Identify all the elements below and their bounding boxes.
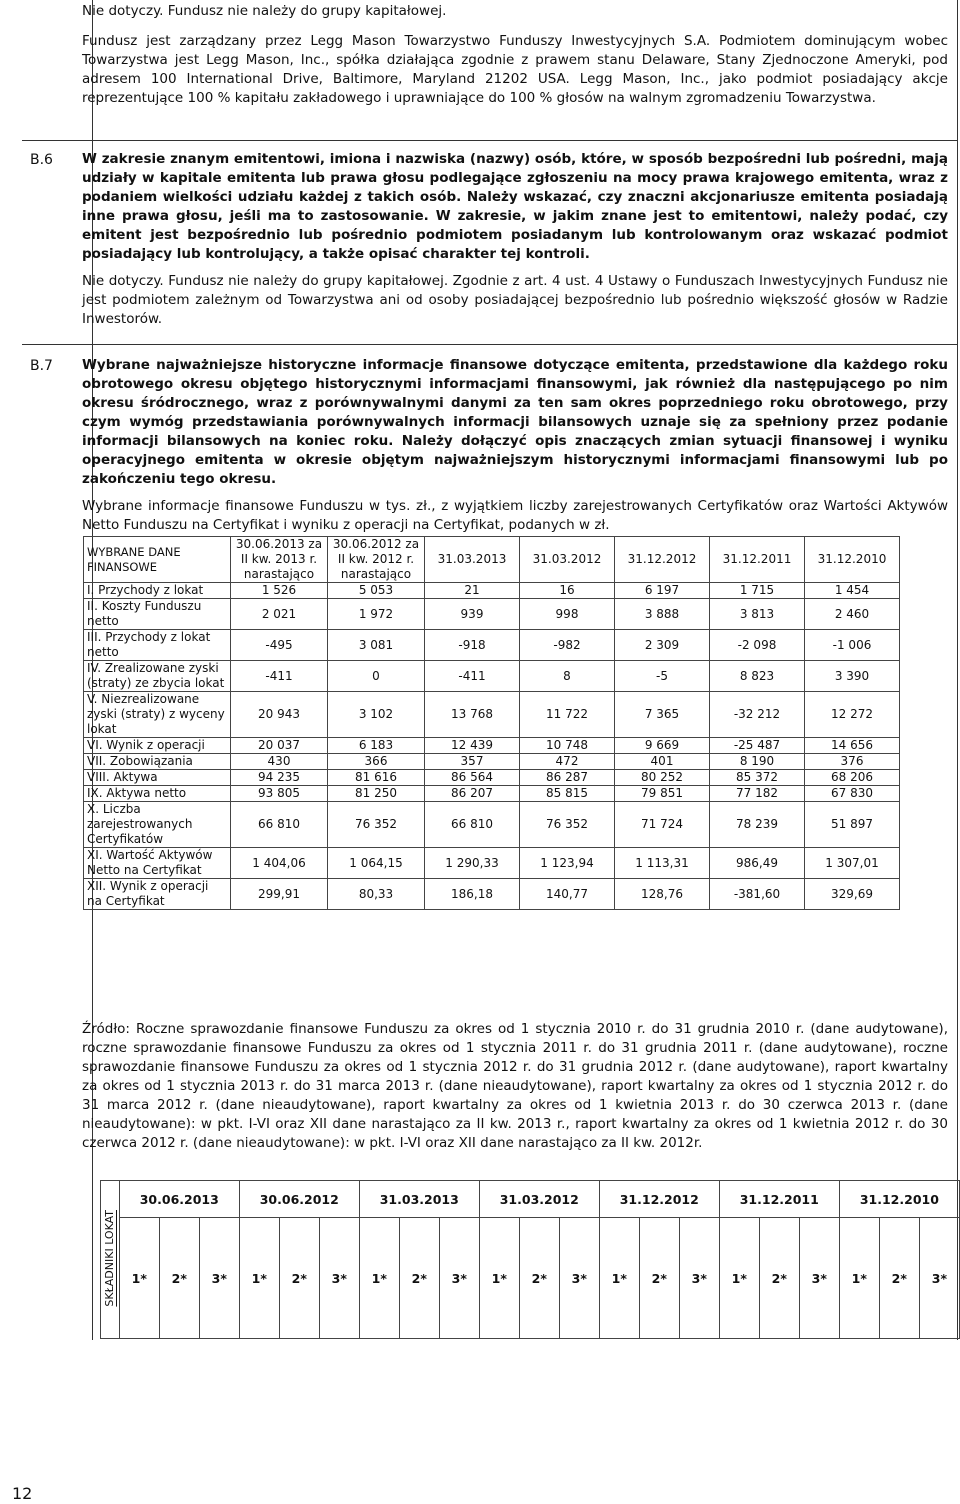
table-cell: 12 439 bbox=[425, 738, 520, 754]
sub-column-marker: 2* bbox=[639, 1218, 679, 1339]
table-cell: 21 bbox=[425, 583, 520, 599]
table-cell: 939 bbox=[425, 599, 520, 630]
table-cell: 80,33 bbox=[328, 879, 425, 910]
row-label: VI. Wynik z operacji bbox=[84, 738, 231, 754]
table-cell: -5 bbox=[615, 661, 710, 692]
sub-column-marker: 1* bbox=[119, 1218, 159, 1339]
table-cell: 85 815 bbox=[520, 786, 615, 802]
column-header: 31.12.2011 bbox=[710, 537, 805, 583]
table-cell: 79 851 bbox=[615, 786, 710, 802]
table-cell: 94 235 bbox=[231, 770, 328, 786]
table-cell: 81 250 bbox=[328, 786, 425, 802]
table-cell: 472 bbox=[520, 754, 615, 770]
table-cell: 86 287 bbox=[520, 770, 615, 786]
date-header: 31.03.2012 bbox=[479, 1181, 599, 1218]
table-cell: -495 bbox=[231, 630, 328, 661]
table-cell: 8 823 bbox=[710, 661, 805, 692]
sub-column-marker: 2* bbox=[759, 1218, 799, 1339]
sub-column-marker: 3* bbox=[799, 1218, 839, 1339]
table-cell: 68 206 bbox=[805, 770, 900, 786]
table-header-row bbox=[84, 537, 900, 583]
table-cell: 986,49 bbox=[710, 848, 805, 879]
table-cell: 76 352 bbox=[520, 802, 615, 848]
row-label: II. Koszty Funduszu netto bbox=[84, 599, 231, 630]
table-cell: 7 365 bbox=[615, 692, 710, 738]
table-row bbox=[84, 770, 900, 786]
sub-column-marker: 1* bbox=[719, 1218, 759, 1339]
table-row bbox=[84, 630, 900, 661]
sub-column-marker: 3* bbox=[319, 1218, 359, 1339]
column-header: 30.06.2013 za II kw. 2013 r. narastająco bbox=[231, 537, 328, 583]
table-cell: 71 724 bbox=[615, 802, 710, 848]
table-cell: -32 212 bbox=[710, 692, 805, 738]
table-cell: 430 bbox=[231, 754, 328, 770]
date-header: 31.03.2013 bbox=[359, 1181, 479, 1218]
row-label: III. Przychody z lokat netto bbox=[84, 630, 231, 661]
table-cell: -982 bbox=[520, 630, 615, 661]
vertical-label: SKŁADNIKI LOKAT bbox=[103, 1209, 117, 1307]
table-cell: 81 616 bbox=[328, 770, 425, 786]
table-row bbox=[84, 802, 900, 848]
table-cell: 1 454 bbox=[805, 583, 900, 599]
b7-requirement: Wybrane najważniejsze historyczne informacje finansowe dotyczące emitenta, przedstawione dla każdego roku obrotowego okresu objętego historycznymi informacjami finansowymi, jak również dla następującego po nim okresu śródrocznego, wraz z porównywalnymi danymi za ten sam okres poprzedniego roku obrotowego, przy czym wymóg przedstawiania porównywalnych informacji bilansowych uznaje się za spełniony przez podanie informacji bilansowych na koniec roku. Należy dołączyć opis znaczących zmian sytuacji finansowej i wyniku operacyjnego emitenta w okresie objętym najważniejszym historycznymi informacjami finansowymi lub po zakończeniu tego okresu. bbox=[82, 357, 948, 487]
table-cell: 401 bbox=[615, 754, 710, 770]
table-cell: 3 102 bbox=[328, 692, 425, 738]
table-cell: 8 bbox=[520, 661, 615, 692]
table-cell: -1 006 bbox=[805, 630, 900, 661]
column-header: 31.12.2010 bbox=[805, 537, 900, 583]
table-cell: 357 bbox=[425, 754, 520, 770]
table-cell: 6 197 bbox=[615, 583, 710, 599]
table-cell: 299,91 bbox=[231, 879, 328, 910]
table-cell: -411 bbox=[231, 661, 328, 692]
table-cell: 1 972 bbox=[328, 599, 425, 630]
vertical-label-cell bbox=[101, 1181, 120, 1339]
table-cell: 80 252 bbox=[615, 770, 710, 786]
sub-column-marker: 1* bbox=[359, 1218, 399, 1339]
table-cell: 3 813 bbox=[710, 599, 805, 630]
table-cell: 66 810 bbox=[231, 802, 328, 848]
row-label: X. Liczba zarejestrowanych Certyfikatów bbox=[84, 802, 231, 848]
table-row bbox=[84, 583, 900, 599]
section-code-b7: B.7 bbox=[30, 358, 53, 374]
b6-requirement: W zakresie znanym emitentowi, imiona i nazwiska (nazwy) osób, które, w sposób bezpośredni lub pośredni, mają udziały w kapitale emitenta lub prawa głosu podlegające zgłoszeniu na mocy prawa krajowego emitenta, wraz z podaniem wielkości udziału każdej z takich osób. Należy wskazać, czy znaczni akcjonariusze emitenta posiadają inne prawa głosu, jeśli ma to zastosowanie. W zakresie, w jakim znane jest to emitentowi, należy podać, czy emitent jest bezpośrednio lub pośrednio podmiotem posiadanym lub kontrolowanym oraz wskazać podmiot posiadający lub kontrolujący, a także opisać charakter tej kontroli. bbox=[82, 151, 948, 262]
table-cell: 1 526 bbox=[231, 583, 328, 599]
table-cell: 998 bbox=[520, 599, 615, 630]
table-cell: 9 669 bbox=[615, 738, 710, 754]
date-header: 31.12.2010 bbox=[839, 1181, 959, 1218]
table-cell: 66 810 bbox=[425, 802, 520, 848]
row-label: VIII. Aktywa bbox=[84, 770, 231, 786]
table-cell: 3 390 bbox=[805, 661, 900, 692]
row-label: VII. Zobowiązania bbox=[84, 754, 231, 770]
table-cell: 1 123,94 bbox=[520, 848, 615, 879]
b6-answer: Nie dotyczy. Fundusz nie należy do grupy kapitałowej. Zgodnie z art. 4 ust. 4 Ustawy o Funduszach Inwestycyjnych Fundusz nie jest podmiotem zależnym od Towarzystwa ani od osoby posiadającej bezpośrednio lub pośrednio większość głosów w Radzie Inwestorów. bbox=[82, 273, 948, 327]
column-header: 30.06.2012 za II kw. 2012 r. narastająco bbox=[328, 537, 425, 583]
page-number: 12 bbox=[12, 1484, 33, 1503]
table-cell: 67 830 bbox=[805, 786, 900, 802]
table-cell: 85 372 bbox=[710, 770, 805, 786]
sub-column-marker: 1* bbox=[239, 1218, 279, 1339]
table-cell: 20 037 bbox=[231, 738, 328, 754]
table-cell: -381,60 bbox=[710, 879, 805, 910]
sub-column-marker: 2* bbox=[159, 1218, 199, 1339]
table-cell: 93 805 bbox=[231, 786, 328, 802]
table-cell: 140,77 bbox=[520, 879, 615, 910]
date-header: 30.06.2012 bbox=[239, 1181, 359, 1218]
table-cell: 78 239 bbox=[710, 802, 805, 848]
table-cell: 186,18 bbox=[425, 879, 520, 910]
table-row bbox=[84, 692, 900, 738]
table-cell: 51 897 bbox=[805, 802, 900, 848]
table-cell: 77 182 bbox=[710, 786, 805, 802]
sub-column-marker: 2* bbox=[519, 1218, 559, 1339]
table-row bbox=[84, 786, 900, 802]
sub-column-marker: 1* bbox=[599, 1218, 639, 1339]
sub-column-marker: 3* bbox=[679, 1218, 719, 1339]
financial-data-table bbox=[83, 536, 900, 910]
table-row bbox=[84, 661, 900, 692]
table-corner-label: WYBRANE DANE FINANSOWE bbox=[84, 537, 231, 583]
row-label: XII. Wynik z operacji na Certyfikat bbox=[84, 879, 231, 910]
sub-column-marker: 2* bbox=[399, 1218, 439, 1339]
table-cell: 376 bbox=[805, 754, 900, 770]
table-cell: 16 bbox=[520, 583, 615, 599]
column-header: 31.03.2013 bbox=[425, 537, 520, 583]
table-row bbox=[84, 738, 900, 754]
table-cell: 2 021 bbox=[231, 599, 328, 630]
sub-column-marker: 2* bbox=[879, 1218, 919, 1339]
sub-column-marker: 3* bbox=[919, 1218, 959, 1339]
column-header: 31.12.2012 bbox=[615, 537, 710, 583]
top-paragraph: Fundusz jest zarządzany przez Legg Mason Towarzystwo Funduszy Inwestycyjnych S.A. Podmiotem dominującym wobec Towarzystwa jest Legg Mason, Inc., spółka działająca zgodnie z prawem stanu Delaware, Stany Zjednoczone Ameryki, pod adresem 100 International Drive, Baltimore, Maryland 21202 USA. Legg Mason, Inc., jako podmiot posiadający akcje reprezentujące 100 % kapitału zakładowego i uprawniające do 100 % głosów na walnym zgromadzeniu Towarzystwa. bbox=[82, 33, 948, 106]
table-cell: -2 098 bbox=[710, 630, 805, 661]
table-cell: 13 768 bbox=[425, 692, 520, 738]
b7-source: Źródło: Roczne sprawozdanie finansowe Funduszu za okres od 1 stycznia 2010 r. do 31 grudnia 2010 r. (dane audytowane), roczne sprawozdanie finansowe Funduszu za okres od 1 stycznia 2011 r. do 31 grudnia 2011 r. (dane audytowane), roczne sprawozdanie finansowe Funduszu za okres od 1 stycznia 2012 r. do 31 grudnia 2012 r. (dane audytowane), raport kwartalny za okres od 1 stycznia 2013 r. do 31 marca 2013 r. (dane nieaudytowane), raport kwartalny za okres od 1 stycznia 2012 r. do 31 marca 2012 r. (dane nieaudytowane), raport kwartalny za okres od 1 kwietnia 2013 r. do 30 czerwca 2013 r. (dane nieaudytowane): w pkt. I-VI oraz XII dane narastająco za II kw. 2013 r., raport kwartalny za okres od 1 kwietnia 2012 r. do 30 czerwca 2012 r. (dane nieaudytowane): w pkt. I-VI oraz XII dane narastająco za II kw. 2012r. bbox=[82, 1021, 948, 1151]
table-cell: 10 748 bbox=[520, 738, 615, 754]
sub-column-marker: 3* bbox=[439, 1218, 479, 1339]
date-header: 31.12.2011 bbox=[719, 1181, 839, 1218]
table-cell: 12 272 bbox=[805, 692, 900, 738]
b7-intro: Wybrane informacje finansowe Funduszu w tys. zł., z wyjątkiem liczby zarejestrowanych Certyfikatów oraz Wartości Aktywów Netto Funduszu na Certyfikat i wyniku z operacji na Certyfikat, podanych w zł. bbox=[82, 498, 948, 533]
table-cell: 366 bbox=[328, 754, 425, 770]
table-cell: 1 064,15 bbox=[328, 848, 425, 879]
table-cell: 3 081 bbox=[328, 630, 425, 661]
table-cell: 1 307,01 bbox=[805, 848, 900, 879]
table-cell: 1 404,06 bbox=[231, 848, 328, 879]
table-cell: 1 113,31 bbox=[615, 848, 710, 879]
section-divider bbox=[22, 344, 957, 345]
table-cell: 8 190 bbox=[710, 754, 805, 770]
table-cell: -411 bbox=[425, 661, 520, 692]
row-label: IX. Aktywa netto bbox=[84, 786, 231, 802]
section-divider bbox=[22, 140, 957, 141]
table-row bbox=[84, 599, 900, 630]
table-cell: 6 183 bbox=[328, 738, 425, 754]
section-code-b6: B.6 bbox=[30, 152, 53, 168]
table-cell: 11 722 bbox=[520, 692, 615, 738]
row-label: IV. Zrealizowane zyski (straty) ze zbycia lokat bbox=[84, 661, 231, 692]
table-cell: 2 460 bbox=[805, 599, 900, 630]
table-row bbox=[84, 848, 900, 879]
sub-column-marker: 3* bbox=[199, 1218, 239, 1339]
table-cell: 20 943 bbox=[231, 692, 328, 738]
sub-column-marker: 1* bbox=[479, 1218, 519, 1339]
table-cell: 329,69 bbox=[805, 879, 900, 910]
column-header: 31.03.2012 bbox=[520, 537, 615, 583]
sub-column-marker: 2* bbox=[279, 1218, 319, 1339]
table-cell: 128,76 bbox=[615, 879, 710, 910]
top-line: Nie dotyczy. Fundusz nie należy do grupy kapitałowej. bbox=[82, 3, 447, 19]
row-label: XI. Wartość Aktywów Netto na Certyfikat bbox=[84, 848, 231, 879]
table-cell: 14 656 bbox=[805, 738, 900, 754]
table-cell: 86 564 bbox=[425, 770, 520, 786]
table-row bbox=[84, 754, 900, 770]
table-cell: 1 290,33 bbox=[425, 848, 520, 879]
table-cell: 86 207 bbox=[425, 786, 520, 802]
table-cell: -918 bbox=[425, 630, 520, 661]
table-cell: 2 309 bbox=[615, 630, 710, 661]
table-cell: 3 888 bbox=[615, 599, 710, 630]
table-cell: 0 bbox=[328, 661, 425, 692]
table-row bbox=[84, 879, 900, 910]
row-label: V. Niezrealizowane zyski (straty) z wyceny lokat bbox=[84, 692, 231, 738]
date-header: 31.12.2012 bbox=[599, 1181, 719, 1218]
row-label: I. Przychody z lokat bbox=[84, 583, 231, 599]
table-cell: 5 053 bbox=[328, 583, 425, 599]
sub-column-marker: 1* bbox=[839, 1218, 879, 1339]
date-header: 30.06.2013 bbox=[119, 1181, 239, 1218]
investment-components-table bbox=[100, 1180, 960, 1339]
table-cell: 76 352 bbox=[328, 802, 425, 848]
table-cell: -25 487 bbox=[710, 738, 805, 754]
sub-column-marker: 3* bbox=[559, 1218, 599, 1339]
table-cell: 1 715 bbox=[710, 583, 805, 599]
